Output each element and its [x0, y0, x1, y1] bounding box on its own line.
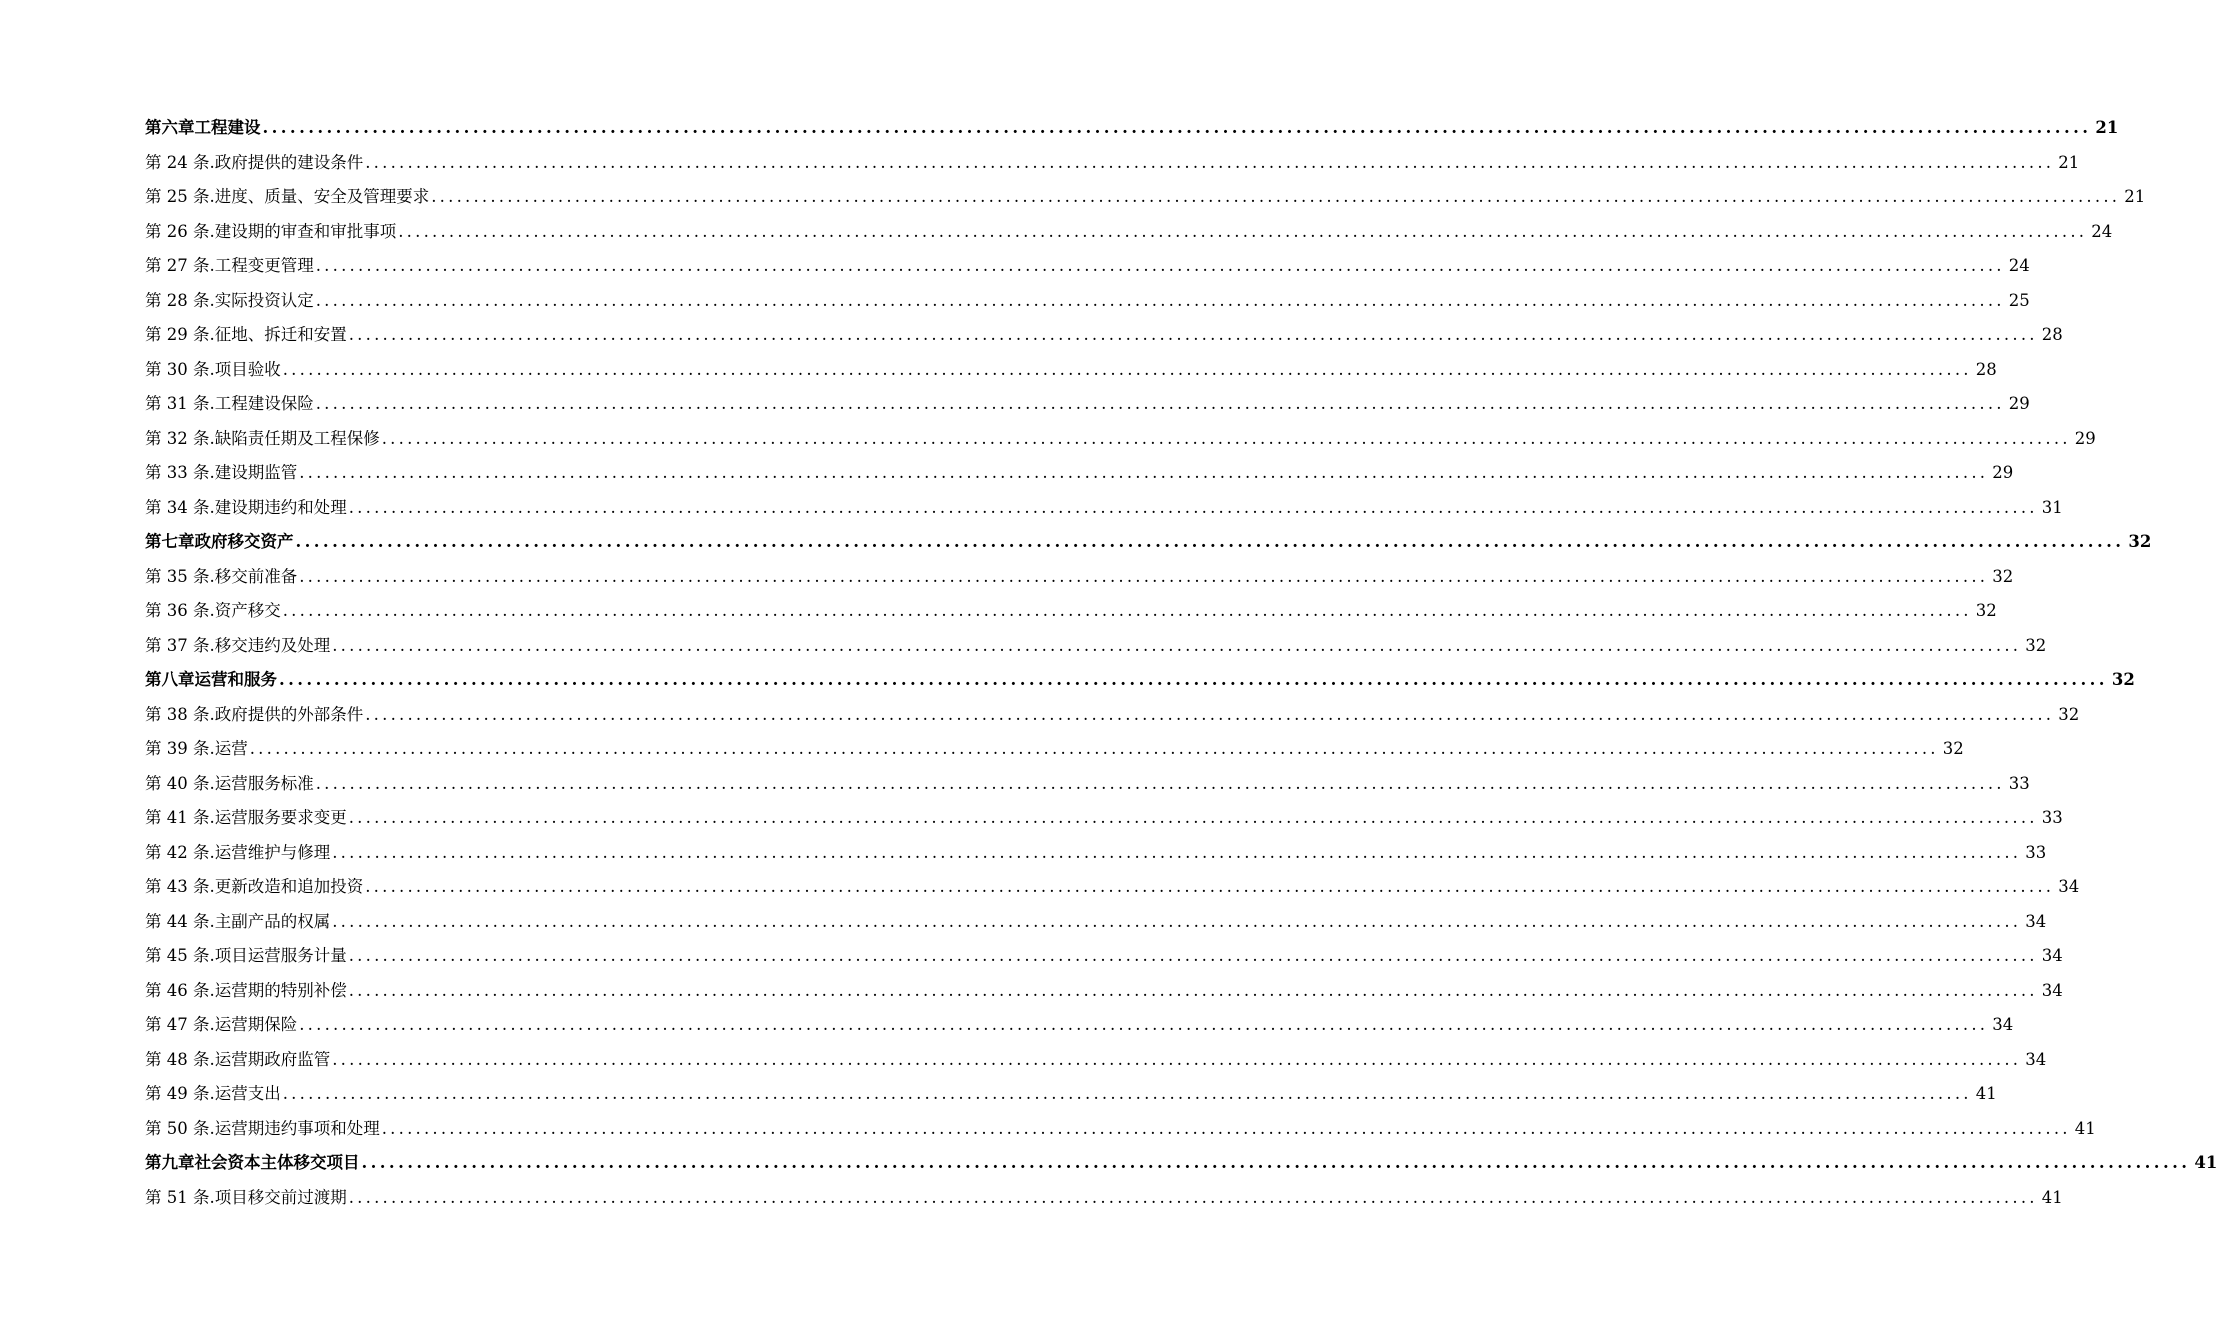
toc-page-number: 33 — [2008, 773, 2030, 793]
toc-dot-leader: ........................................................................................................................................................................................................ — [279, 670, 2108, 689]
toc-page-number: 34 — [1992, 1015, 2014, 1034]
toc-dot-leader: ........................................................................................................................................................................................................ — [348, 497, 2038, 517]
toc-dot-leader: ........................................................................................................................................................................................................ — [299, 566, 1989, 586]
toc-page-number: 32 — [1975, 601, 1997, 620]
toc-page-number: 41 — [2074, 1118, 2096, 1138]
toc-article-row[interactable] — [145, 801, 2063, 836]
toc-article-title: 建设期监管 — [214, 463, 298, 482]
toc-article-row[interactable] — [145, 1181, 2063, 1216]
toc-chapter-row[interactable] — [145, 663, 2135, 698]
toc-article-row[interactable] — [145, 318, 2063, 353]
toc-article-number: 第 35 条. — [145, 566, 215, 586]
toc-article-title: 运营服务要求变更 — [214, 808, 347, 827]
toc-dot-leader: ........................................................................................................................................................................................................ — [381, 1118, 2071, 1138]
toc-page-number: 32 — [1942, 739, 1964, 758]
toc-page-number: 29 — [1992, 463, 2014, 482]
toc-article-title: 建设期违约和处理 — [214, 497, 347, 517]
table-of-contents — [145, 111, 2217, 1215]
toc-article-title: 项目移交前过渡期 — [214, 1187, 347, 1207]
toc-page-number: 21 — [2124, 187, 2146, 206]
toc-page-number: 34 — [2041, 980, 2063, 1000]
toc-page-number: 34 — [2041, 946, 2063, 965]
toc-article-row[interactable] — [145, 974, 2063, 1009]
toc-article-number: 第 36 条. — [145, 601, 215, 620]
toc-article-title: 项目运营服务计量 — [214, 946, 347, 965]
toc-article-row[interactable] — [145, 180, 2146, 215]
toc-article-title: 运营期的特别补偿 — [214, 980, 347, 1000]
toc-dot-leader: ........................................................................................................................................................................................................ — [282, 1084, 1972, 1103]
toc-article-number: 第 28 条. — [145, 290, 215, 310]
toc-dot-leader: ........................................................................................................................................................................................................ — [315, 256, 2005, 275]
toc-dot-leader: ........................................................................................................................................................................................................ — [348, 1187, 2038, 1207]
toc-dot-leader: ........................................................................................................................................................................................................ — [365, 704, 2055, 724]
toc-dot-leader: ........................................................................................................................................................................................................ — [282, 359, 1972, 379]
toc-chapter-title: 运营和服务 — [194, 670, 277, 689]
toc-dot-leader: ........................................................................................................................................................................................................ — [332, 842, 2022, 862]
toc-article-title: 主副产品的权属 — [214, 911, 331, 931]
toc-article-title: 运营维护与修理 — [214, 842, 331, 862]
toc-dot-leader: ........................................................................................................................................................................................................ — [315, 290, 2005, 310]
toc-article-number: 第 51 条. — [145, 1187, 215, 1207]
toc-article-row[interactable] — [145, 215, 2113, 250]
toc-page-number: 29 — [2008, 394, 2030, 413]
toc-article-title: 政府提供的外部条件 — [214, 704, 364, 724]
toc-dot-leader: ........................................................................................................................................................................................................ — [398, 221, 2088, 241]
toc-dot-leader: ........................................................................................................................................................................................................ — [348, 946, 2038, 965]
toc-article-title: 项目验收 — [214, 359, 281, 379]
toc-chapter-row[interactable] — [145, 525, 2152, 560]
toc-article-number: 第 30 条. — [145, 359, 215, 379]
toc-article-title: 征地、拆迁和安置 — [214, 325, 347, 344]
toc-article-row[interactable] — [145, 870, 2080, 905]
toc-chapter-number: 第九章 — [145, 1153, 195, 1172]
toc-article-number: 第 26 条. — [145, 221, 215, 241]
toc-article-row[interactable] — [145, 146, 2080, 181]
toc-article-title: 工程变更管理 — [214, 256, 314, 275]
toc-page-number: 32 — [2128, 532, 2152, 551]
toc-article-title: 资产移交 — [214, 601, 281, 620]
toc-article-number: 第 27 条. — [145, 256, 215, 275]
toc-page-number: 41 — [2194, 1153, 2217, 1172]
toc-page-number: 24 — [2091, 221, 2113, 241]
toc-article-title: 实际投资认定 — [214, 290, 314, 310]
toc-dot-leader: ........................................................................................................................................................................................................ — [299, 463, 1989, 482]
toc-article-row[interactable] — [145, 939, 2063, 974]
toc-article-number: 第 34 条. — [145, 497, 215, 517]
toc-article-number: 第 41 条. — [145, 808, 215, 827]
toc-page-number: 29 — [2074, 428, 2096, 448]
toc-chapter-title: 社会资本主体移交项目 — [194, 1153, 360, 1172]
toc-article-row[interactable] — [145, 698, 2080, 733]
toc-page-number: 33 — [2025, 842, 2047, 862]
toc-article-number: 第 40 条. — [145, 773, 215, 793]
toc-chapter-title: 政府移交资产 — [194, 532, 294, 551]
toc-article-row[interactable] — [145, 732, 1964, 767]
toc-dot-leader: ........................................................................................................................................................................................................ — [332, 635, 2022, 655]
toc-dot-leader: ........................................................................................................................................................................................................ — [332, 911, 2022, 931]
toc-article-number: 第 43 条. — [145, 877, 215, 896]
toc-article-number: 第 42 条. — [145, 842, 215, 862]
toc-article-title: 缺陷责任期及工程保修 — [214, 428, 380, 448]
toc-article-title: 运营 — [214, 739, 248, 758]
toc-article-number: 第 39 条. — [145, 739, 215, 758]
toc-article-title: 建设期的审查和审批事项 — [214, 221, 397, 241]
toc-article-number: 第 48 条. — [145, 1049, 215, 1069]
toc-page-number: 34 — [2025, 911, 2047, 931]
toc-dot-leader: ........................................................................................................................................................................................................ — [381, 428, 2071, 448]
toc-page-number: 34 — [2058, 877, 2080, 896]
toc-article-number: 第 29 条. — [145, 325, 215, 344]
toc-article-number: 第 31 条. — [145, 394, 215, 413]
toc-article-row[interactable] — [145, 560, 2014, 595]
toc-article-row[interactable] — [145, 456, 2014, 491]
toc-article-row[interactable] — [145, 1043, 2047, 1078]
toc-article-row[interactable] — [145, 387, 2030, 422]
toc-dot-leader: ........................................................................................................................................................................................................ — [332, 1049, 2022, 1069]
toc-page-number: 31 — [2041, 497, 2063, 517]
toc-article-row[interactable] — [145, 491, 2063, 526]
toc-dot-leader: ........................................................................................................................................................................................................ — [348, 325, 2038, 344]
toc-dot-leader: ........................................................................................................................................................................................................ — [365, 152, 2055, 172]
toc-dot-leader: ........................................................................................................................................................................................................ — [431, 187, 2121, 206]
toc-chapter-number: 第八章 — [145, 670, 195, 689]
toc-article-row[interactable] — [145, 836, 2047, 871]
toc-page-number: 24 — [2008, 256, 2030, 275]
toc-dot-leader: ........................................................................................................................................................................................................ — [315, 394, 2005, 413]
toc-article-row[interactable] — [145, 284, 2030, 319]
toc-page-number: 21 — [2095, 118, 2119, 137]
toc-article-row[interactable] — [145, 594, 1997, 629]
toc-article-number: 第 46 条. — [145, 980, 215, 1000]
toc-article-number: 第 33 条. — [145, 463, 215, 482]
toc-dot-leader: ........................................................................................................................................................................................................ — [361, 1153, 2191, 1172]
toc-page-number: 25 — [2008, 290, 2030, 310]
toc-article-title: 更新改造和追加投资 — [214, 877, 364, 896]
toc-chapter-title: 工程建设 — [194, 118, 261, 137]
toc-article-title: 运营期保险 — [214, 1015, 298, 1034]
toc-dot-leader: ........................................................................................................................................................................................................ — [262, 118, 2092, 137]
toc-chapter-row[interactable] — [145, 111, 2119, 146]
toc-article-title: 政府提供的建设条件 — [214, 152, 364, 172]
toc-dot-leader: ........................................................................................................................................................................................................ — [299, 1015, 1989, 1034]
toc-article-number: 第 32 条. — [145, 428, 215, 448]
toc-dot-leader: ........................................................................................................................................................................................................ — [365, 877, 2055, 896]
toc-article-title: 运营服务标准 — [214, 773, 314, 793]
toc-article-row[interactable] — [145, 249, 2030, 284]
toc-article-number: 第 25 条. — [145, 187, 215, 206]
toc-page-number: 34 — [2025, 1049, 2047, 1069]
toc-article-row[interactable] — [145, 1008, 2014, 1043]
toc-page-number: 32 — [2111, 670, 2135, 689]
toc-article-number: 第 24 条. — [145, 152, 215, 172]
toc-chapter-row[interactable] — [145, 1146, 2217, 1181]
toc-article-number: 第 47 条. — [145, 1015, 215, 1034]
toc-page-number: 28 — [1975, 359, 1997, 379]
toc-dot-leader: ........................................................................................................................................................................................................ — [295, 532, 2125, 551]
toc-dot-leader: ........................................................................................................................................................................................................ — [315, 773, 2005, 793]
toc-page-number: 41 — [2041, 1187, 2063, 1207]
toc-article-row[interactable] — [145, 422, 2096, 457]
toc-article-number: 第 50 条. — [145, 1118, 215, 1138]
toc-article-row[interactable] — [145, 629, 2047, 664]
toc-article-title: 进度、质量、安全及管理要求 — [214, 187, 430, 206]
toc-article-title: 移交前准备 — [214, 566, 298, 586]
toc-chapter-number: 第七章 — [145, 532, 195, 551]
toc-article-row[interactable] — [145, 767, 2030, 802]
toc-article-title: 运营支出 — [214, 1084, 281, 1103]
toc-article-row[interactable] — [145, 1077, 1997, 1112]
toc-page-number: 32 — [2025, 635, 2047, 655]
toc-article-row[interactable] — [145, 353, 1997, 388]
toc-article-number: 第 38 条. — [145, 704, 215, 724]
toc-article-row[interactable] — [145, 1112, 2096, 1147]
toc-article-number: 第 44 条. — [145, 911, 215, 931]
toc-dot-leader: ........................................................................................................................................................................................................ — [348, 808, 2038, 827]
toc-page-number: 21 — [2058, 152, 2080, 172]
toc-page-number: 33 — [2041, 808, 2063, 827]
toc-page-number: 28 — [2041, 325, 2063, 344]
toc-article-title: 移交违约及处理 — [214, 635, 331, 655]
toc-article-title: 运营期违约事项和处理 — [214, 1118, 380, 1138]
toc-dot-leader: ........................................................................................................................................................................................................ — [249, 739, 1939, 758]
toc-article-number: 第 45 条. — [145, 946, 215, 965]
toc-page-number: 41 — [1975, 1084, 1997, 1103]
toc-page-number: 32 — [1992, 566, 2014, 586]
toc-dot-leader: ........................................................................................................................................................................................................ — [282, 601, 1972, 620]
toc-article-number: 第 49 条. — [145, 1084, 215, 1103]
toc-page-number: 32 — [2058, 704, 2080, 724]
toc-article-title: 运营期政府监管 — [214, 1049, 331, 1069]
toc-article-number: 第 37 条. — [145, 635, 215, 655]
toc-chapter-number: 第六章 — [145, 118, 195, 137]
toc-article-row[interactable] — [145, 905, 2047, 940]
toc-article-title: 工程建设保险 — [214, 394, 314, 413]
toc-dot-leader: ........................................................................................................................................................................................................ — [348, 980, 2038, 1000]
